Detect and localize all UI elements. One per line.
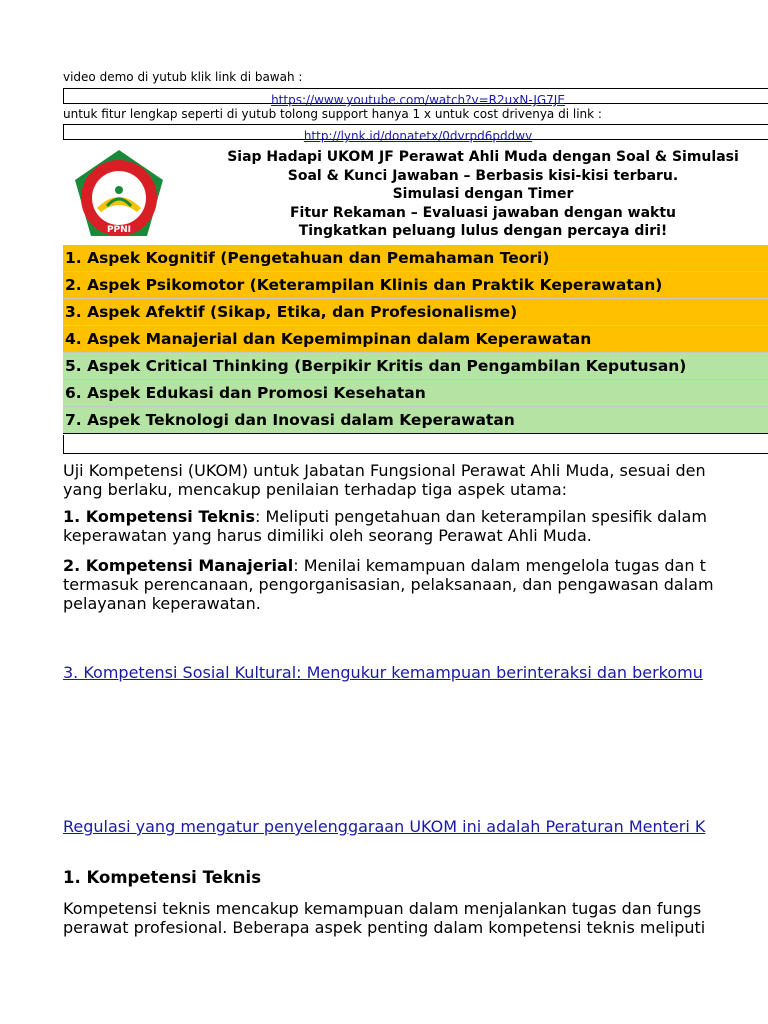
- link-cell-1: [63, 88, 768, 107]
- aspect-row: 1. Aspek Kognitif (Pengetahuan dan Pemahaman Teori): [63, 245, 768, 272]
- text-line: [63, 556, 768, 575]
- ppni-logo-icon: [67, 146, 171, 242]
- text-line: termasuk perencanaan, pengorganisasian, pelaksanaan, dan pengawasan dalam: [63, 575, 714, 594]
- link-cell-2: [63, 124, 768, 143]
- banner-text: [173, 148, 768, 241]
- paragraph-intro: [63, 461, 768, 499]
- paragraph-manajerial: [63, 556, 768, 613]
- aspect-row: 4. Aspek Manajerial dan Kepemimpinan dalam Keperawatan: [63, 326, 768, 353]
- text-line: Kompetensi teknis mencakup kemampuan dalam menjalankan tugas dan fungs: [63, 899, 702, 918]
- section-heading: 1. Kompetensi Teknis: [63, 868, 262, 887]
- banner-line-3: Simulasi dengan Timer: [392, 186, 574, 202]
- aspect-row: 3. Aspek Afektif (Sikap, Etika, dan Profesionalisme): [63, 299, 768, 326]
- intro-line-1: video demo di yutub klik link di bawah :: [63, 70, 303, 84]
- text-line: pelayanan keperawatan.: [63, 594, 261, 613]
- youtube-link[interactable]: https://www.youtube.com/watch?v=R2uxN-JG7JE: [271, 93, 565, 107]
- paragraph-teknis: [63, 507, 768, 545]
- promo-banner: [63, 142, 768, 246]
- banner-line-2: Soal & Kunci Jawaban – Berbasis kisi-kisi terbaru.: [287, 167, 679, 184]
- banner-line-4: Fitur Rekaman – Evaluasi jawaban dengan waktu: [289, 204, 677, 221]
- aspect-row: 7. Aspek Teknologi dan Inovasi dalam Keperawatan: [63, 407, 768, 434]
- aspect-row: 5. Aspek Critical Thinking (Berpikir Kritis dan Pengambilan Keputusan): [63, 353, 768, 380]
- sosial-kultural-link[interactable]: 3. Kompetensi Sosial Kultural: Mengukur kemampuan berinteraksi dan berkomu: [63, 663, 703, 682]
- bold-term: 2. Kompetensi Manajerial: [63, 556, 294, 575]
- regulasi-link[interactable]: Regulasi yang mengatur penyelenggaraan UKOM ini adalah Peraturan Menteri K: [63, 817, 706, 836]
- text-line: perawat profesional. Beberapa aspek penting dalam kompetensi teknis meliputi: [63, 918, 706, 937]
- bold-term: 1. Kompetensi Teknis: [63, 507, 256, 526]
- text-span: : Menilai kemampuan dalam mengelola tugas dan t: [293, 556, 706, 575]
- banner-line-5: Tingkatkan peluang lulus dengan percaya diri!: [298, 223, 668, 239]
- donate-link[interactable]: http://lynk.id/donatetx/0dvrpd6pddwv: [303, 129, 533, 143]
- text-line: keperawatan yang harus dimiliki oleh seorang Perawat Ahli Muda.: [63, 526, 592, 545]
- logo-bottom-text: PPNI: [106, 225, 132, 235]
- text-span: : Meliputi pengetahuan dan keterampilan spesifik dalam: [255, 507, 707, 526]
- text-line: Uji Kompetensi (UKOM) untuk Jabatan Fungsional Perawat Ahli Muda, sesuai den: [63, 461, 706, 480]
- banner-line-1: Siap Hadapi UKOM JF Perawat Ahli Muda dengan Soal & Simulasi: [227, 149, 739, 165]
- empty-cell-row: [63, 435, 768, 454]
- intro-line-2: untuk fitur lengkap seperti di yutub tolong support hanya 1 x untuk cost drivenya di link :: [63, 107, 602, 121]
- text-line: yang berlaku, mencakup penilaian terhadap tiga aspek utama:: [63, 480, 568, 499]
- aspects-list: [63, 245, 768, 434]
- aspect-row: 2. Aspek Psikomotor (Keterampilan Klinis dan Praktik Keperawatan): [63, 272, 768, 299]
- paragraph-teknis-detail: [63, 899, 768, 937]
- text-line: [63, 507, 768, 526]
- aspect-row: 6. Aspek Edukasi dan Promosi Kesehatan: [63, 380, 768, 407]
